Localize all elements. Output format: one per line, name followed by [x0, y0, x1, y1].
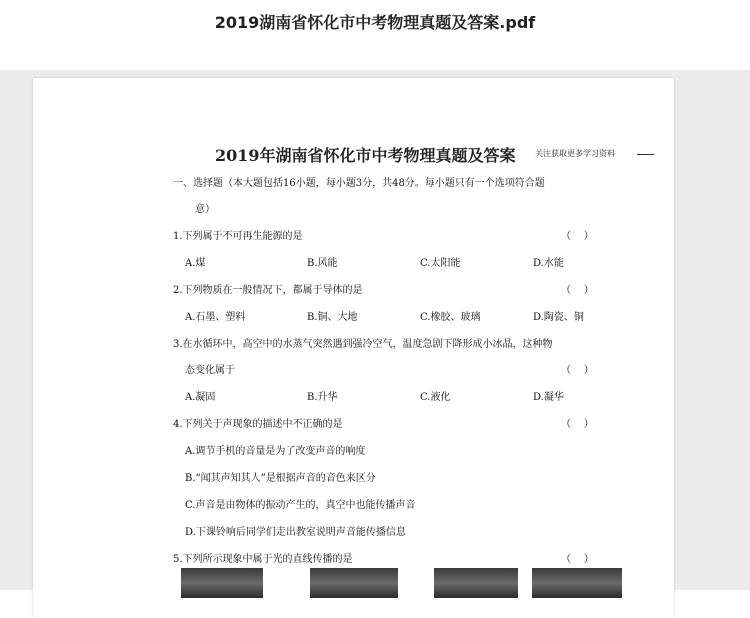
- question-1-option-a: A.煤: [185, 258, 206, 269]
- question-5-image-d: [532, 568, 622, 598]
- question-1-option-c: C.太阳能: [420, 258, 461, 269]
- document-side-note: 关注获取更多学习资料: [535, 149, 615, 158]
- question-1-option-d: D.水能: [533, 258, 564, 269]
- question-4-option-b: B.“闻其声知其人”是根据声音的音色来区分: [185, 473, 376, 484]
- question-3-stem: 3.在水循环中，高空中的水蒸气突然遇到强冷空气，温度急剧下降形成小冰晶，这种物: [173, 339, 553, 350]
- question-1-stem: 1.下列属于不可再生能源的是: [173, 231, 303, 242]
- section-heading: 一、选择题（本大题包括16小题，每小题3分，共48分。每小题只有一个选项符合题: [173, 178, 545, 189]
- question-2-option-c: C.橡胶、玻璃: [420, 312, 481, 323]
- question-3-option-c: C.液化: [420, 392, 451, 403]
- file-title: 2019湖南省怀化市中考物理真题及答案.pdf: [214, 13, 536, 32]
- file-header: [0, 0, 750, 70]
- question-2-option-b: B.铜、大地: [307, 312, 358, 323]
- question-3-answer-blank: （ ）: [561, 365, 594, 376]
- question-3-option-b: B.升华: [307, 392, 338, 403]
- question-1-option-b: B.风能: [307, 258, 338, 269]
- side-note-rule: [637, 154, 654, 155]
- pdf-page: [33, 78, 674, 618]
- question-3-option-a: A.凝固: [185, 392, 216, 403]
- question-4-option-c: C.声音是由物体的振动产生的，真空中也能传播声音: [185, 500, 416, 511]
- question-3-stem-cont: 态变化属于: [185, 365, 235, 376]
- question-5-image-c: [434, 568, 518, 598]
- question-3-option-d: D.凝华: [533, 392, 564, 403]
- question-2-answer-blank: （ ）: [561, 285, 594, 296]
- section-heading-cont: 意）: [195, 204, 215, 215]
- document-title: 2019年湖南省怀化市中考物理真题及答案: [215, 146, 516, 165]
- question-4-stem: 4.下列关于声现象的描述中不正确的是: [173, 419, 343, 430]
- question-1-answer-blank: （ ）: [561, 231, 594, 242]
- question-5-image-b: [310, 568, 398, 598]
- question-2-option-a: A.石墨、塑料: [185, 312, 246, 323]
- question-5-image-a: [181, 568, 263, 598]
- question-2-stem: 2.下列物质在一般情况下，都属于导体的是: [173, 285, 363, 296]
- question-5-answer-blank: （ ）: [561, 554, 594, 565]
- question-5-stem: 5.下列所示现象中属于光的直线传播的是: [173, 554, 353, 565]
- question-2-option-d: D.陶瓷、铜: [533, 312, 584, 323]
- question-4-option-d: D.下课铃响后同学们走出教室说明声音能传播信息: [185, 527, 406, 538]
- question-4-option-a: A.调节手机的音量是为了改变声音的响度: [185, 446, 366, 457]
- question-4-answer-blank: （ ）: [561, 419, 594, 430]
